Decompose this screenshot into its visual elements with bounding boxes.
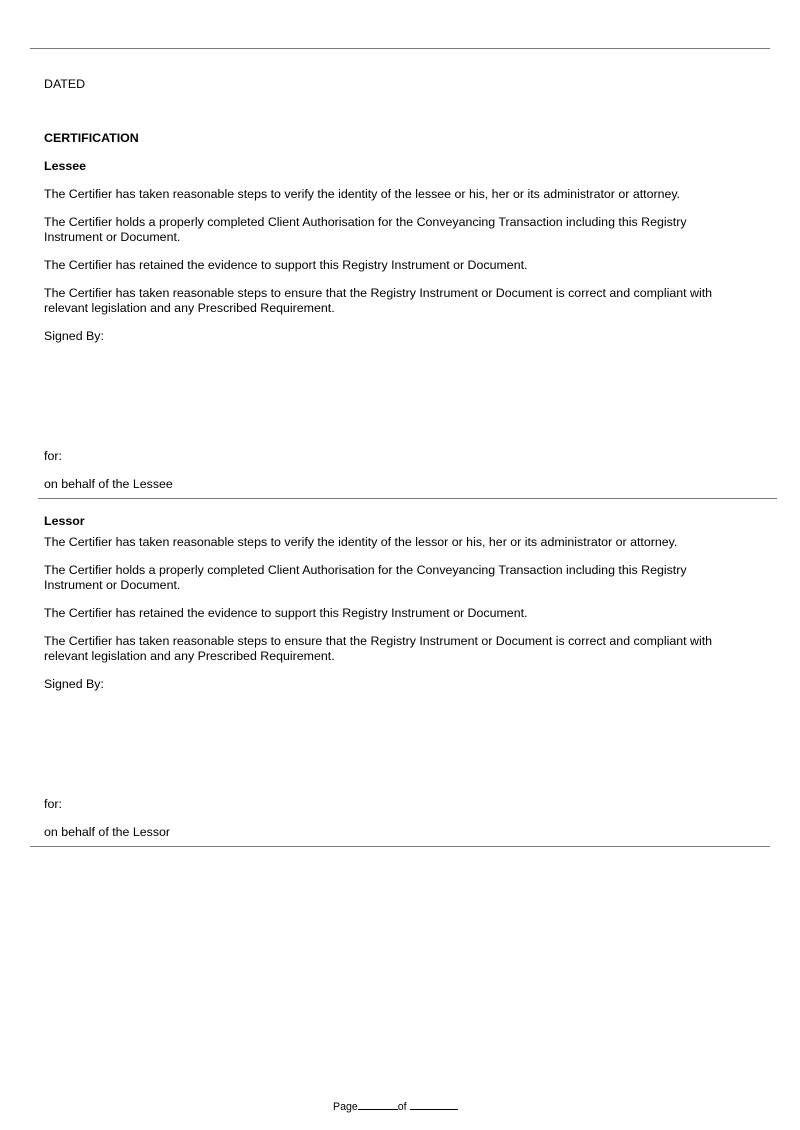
lessor-statement-compliance: The Certifier has taken reasonable steps to ensure that the Registry Instrument or Document is correct and compliant with bbox=[44, 634, 713, 648]
page-footer bbox=[333, 1100, 458, 1114]
page-total-blank bbox=[410, 1100, 458, 1110]
lessor-statement-identity: The Certifier has taken reasonable steps to verify the identity of the lessor or his, her or its administrator or attorney. bbox=[44, 535, 678, 549]
lessee-statement-authorisation-cont: Instrument or Document. bbox=[44, 230, 181, 244]
lessee-heading: Lessee bbox=[44, 159, 87, 173]
of-label: of bbox=[397, 1101, 407, 1113]
lessee-signed-by-label: Signed By: bbox=[44, 329, 104, 343]
lessee-statement-authorisation: The Certifier holds a properly completed Client Authorisation for the Conveyancing Transaction including this Registry bbox=[44, 215, 687, 229]
lessee-statement-compliance: The Certifier has taken reasonable steps to ensure that the Registry Instrument or Document is correct and compliant with bbox=[44, 286, 713, 300]
lessee-statement-identity: The Certifier has taken reasonable steps to verify the identity of the lessee or his, her or its administrator or attorney. bbox=[44, 187, 681, 201]
lessor-statement-authorisation: The Certifier holds a properly completed Client Authorisation for the Conveyancing Transaction including this Registry bbox=[44, 563, 687, 577]
lessor-on-behalf-label: on behalf of the Lessor bbox=[44, 825, 171, 839]
lessor-signed-by-label: Signed By: bbox=[44, 677, 104, 691]
lessor-heading: Lessor bbox=[44, 514, 85, 528]
dated-label: DATED bbox=[44, 77, 86, 91]
lessee-for-label: for: bbox=[44, 449, 62, 463]
lessee-statement-compliance-cont: relevant legislation and any Prescribed Requirement. bbox=[44, 301, 335, 315]
lessor-for-label: for: bbox=[44, 797, 62, 811]
lessee-statement-evidence: The Certifier has retained the evidence to support this Registry Instrument or Document. bbox=[44, 258, 528, 272]
top-divider bbox=[30, 48, 770, 49]
lessor-statement-authorisation-cont: Instrument or Document. bbox=[44, 578, 181, 592]
bottom-divider bbox=[30, 846, 770, 847]
certification-heading: CERTIFICATION bbox=[44, 131, 139, 145]
lessor-statement-compliance-cont: relevant legislation and any Prescribed Requirement. bbox=[44, 649, 335, 663]
page-label: Page bbox=[333, 1101, 358, 1113]
page-number-blank bbox=[358, 1100, 398, 1110]
lessee-on-behalf-label: on behalf of the Lessee bbox=[44, 477, 173, 491]
section-divider bbox=[38, 498, 777, 499]
lessor-statement-evidence: The Certifier has retained the evidence to support this Registry Instrument or Document. bbox=[44, 606, 528, 620]
